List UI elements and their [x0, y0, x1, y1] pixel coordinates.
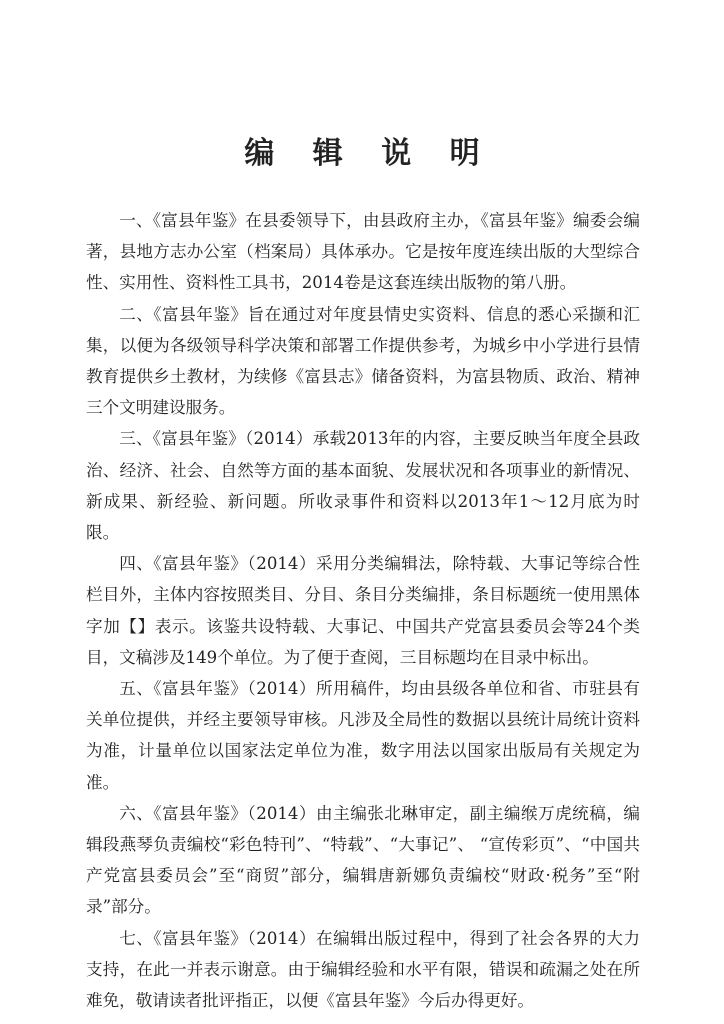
document-body	[86, 205, 640, 1016]
paragraph-6: 六、《富县年鉴》（2014）由主编张北琳审定，副主编缑万虎统稿，编辑段燕琴负责编校“彩色特刊”、“特载”、“大事记”、 “宣传彩页”、“中国共产党富县委员会”至“商贸”部分，编辑唐新娜负责编校“财政·税务”至“附录”部分。	[86, 803, 640, 917]
paragraph-5: 五、《富县年鉴》（2014）所用稿件，均由县级各单位和省、市驻县有关单位提供，并经主要领导审核。凡涉及全局性的数据以县统计局统计资料为准，计量单位以国家法定单位为准，数字用法以国家出版局有关规定为准。	[86, 679, 640, 792]
paragraph-3: 三、《富县年鉴》（2014）承载2013年的内容，主要反映当年度全县政治、经济、社会、自然等方面的基本面貌、发展状况和各项事业的新情况、新成果、新经验、新问题。所收录事件和资料以2013年1～12月底为时限。	[86, 429, 640, 543]
page-title: 编 辑 说 明	[244, 136, 494, 171]
paragraph-2: 二、《富县年鉴》旨在通过对年度县情史实资料、信息的悉心采撷和汇集，以便为各级领导科学决策和部署工作提供参考，为城乡中小学进行县情教育提供乡土教材，为续修《富县志》储备资料，为富县物质、政治、精神三个文明建设服务。	[86, 304, 640, 418]
paragraph-1: 一、《富县年鉴》在县委领导下，由县政府主办，《富县年鉴》编委会编著，县地方志办公室（档案局）具体承办。它是按年度连续出版的大型综合性、实用性、资料性工具书，2014卷是这套连续出版物的第八册。	[86, 211, 640, 293]
paragraph-4: 四、《富县年鉴》（2014）采用分类编辑法，除特载、大事记等综合性栏目外，主体内容按照类目、分目、条目分类编排，条目标题统一使用黑体字加【】表示。该鉴共设特载、大事记、中国共产党富县委员会等24个类目，文稿涉及149个单位。为了便于查阅，三目标题均在目录中标出。	[86, 554, 640, 667]
paragraph-7: 七、《富县年鉴》（2014）在编辑出版过程中，得到了社会各界的大力支持，在此一并表示谢意。由于编辑经验和水平有限，错误和疏漏之处在所难免，敬请读者批评指正，以便《富县年鉴》今后办得更好。	[86, 928, 640, 1011]
